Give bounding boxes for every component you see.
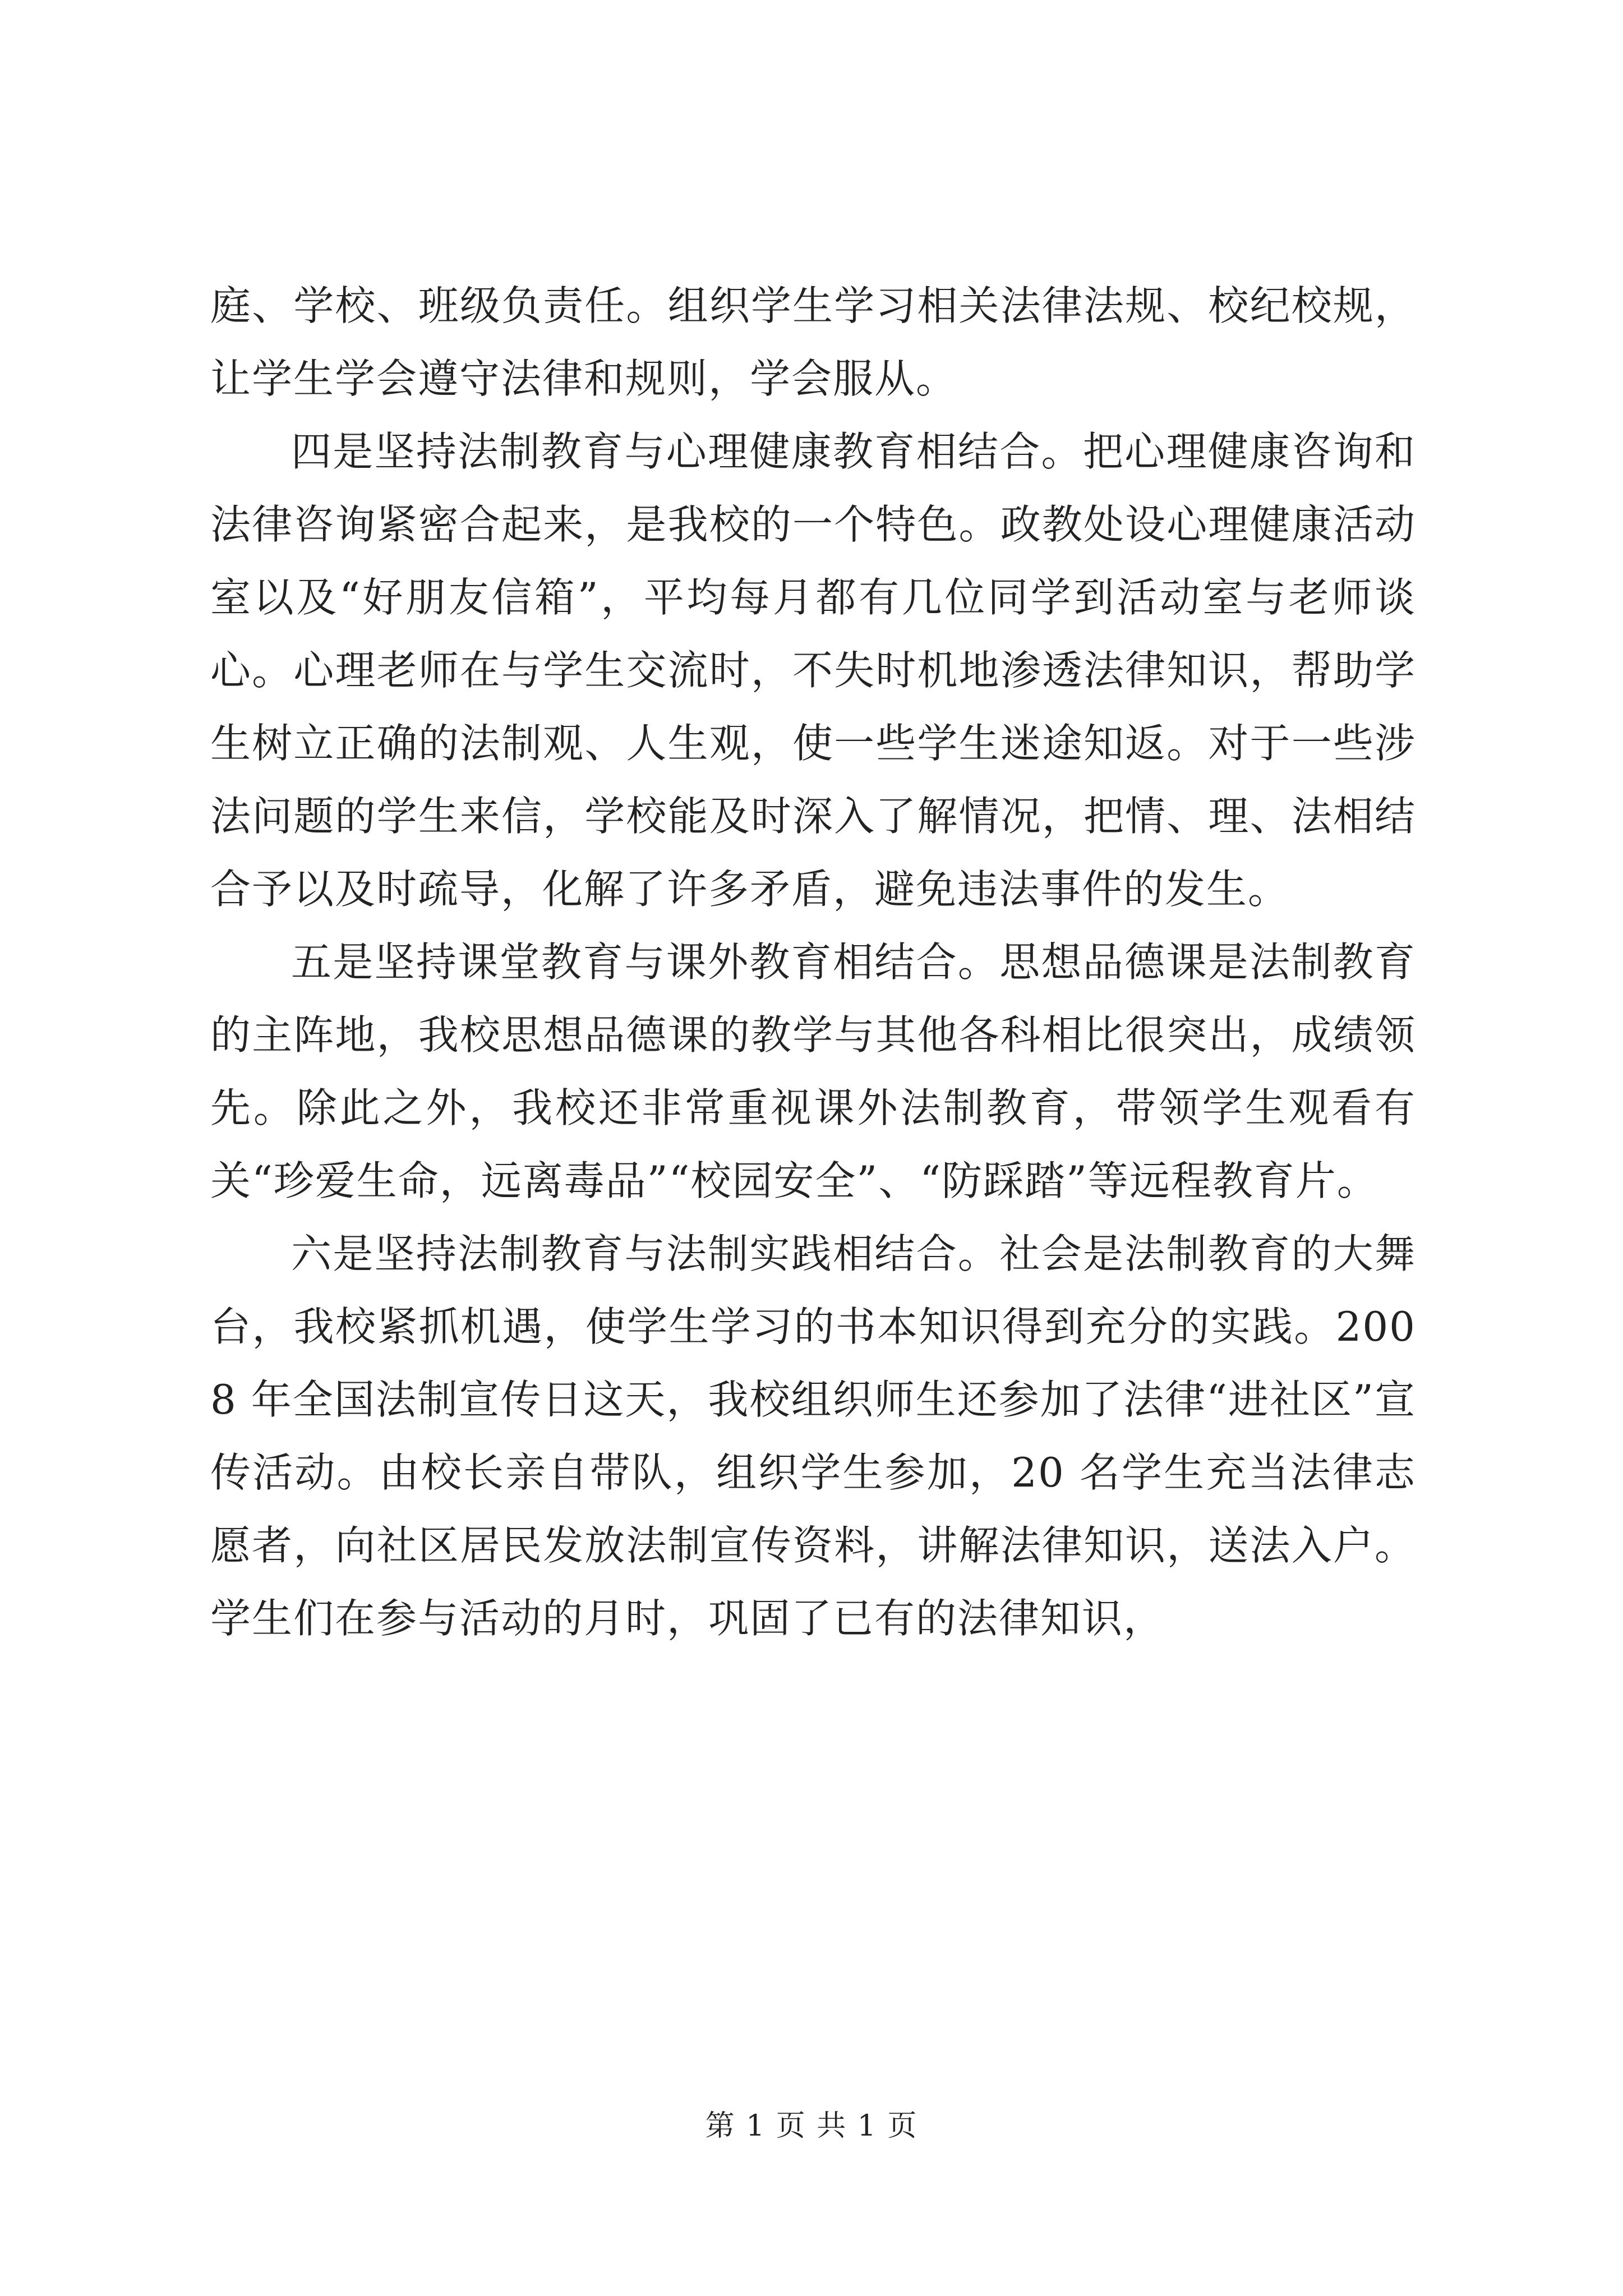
paragraph-continuation: 庭、学校、班级负责任。组织学生学习相关法律法规、校纪校规，让学生学会遵守法律和规则，学会服从。: [210, 282, 1416, 402]
page-number-label: 第 1 页 共 1 页: [705, 2109, 918, 2143]
paragraph-five-classroom: 五是坚持课堂教育与课外教育相结合。思想品德课是法制教育的主阵地，我校思想品德课的教学与其他各科相比很突出，成绩领先。除此之外，我校还非常重视课外法制教育，带领学生观看有关“珍爱生命，远离毒品”“校园安全”、“防踩踏”等远程教育片。: [210, 938, 1416, 1204]
document-body: [210, 269, 1416, 1655]
paragraph-four-psych-legal: 四是坚持法制教育与心理健康教育相结合。把心理健康咨询和法律咨询紧密合起来，是我校的一个特色。政教处设心理健康活动室以及“好朋友信箱”，平均每月都有几位同学到活动室与老师谈心。心理老师在与学生交流时，不失时机地渗透法律知识，帮助学生树立正确的法制观、人生观，使一些学生迷途知返。对于一些涉法问题的学生来信，学校能及时深入了解情况，把情、理、法相结合予以及时疏导，化解了许多矛盾，避免违法事件的发生。: [210, 428, 1416, 913]
paragraph-six-practice: 六是坚持法制教育与法制实践相结合。社会是法制教育的大舞台，我校紧抓机遇，使学生学习的书本知识得到充分的实践。2008 年全国法制宣传日这天，我校组织师生还参加了法律“进社区”宣传活动。由校长亲自带队，组织学生参加，20 名学生充当法律志愿者，向社区居民发放法制宣传资料，讲解法律知识，送法入户。学生们在参与活动的月时，巩固了已有的法律知识，: [210, 1230, 1416, 1642]
page-footer: [0, 2109, 1623, 2143]
